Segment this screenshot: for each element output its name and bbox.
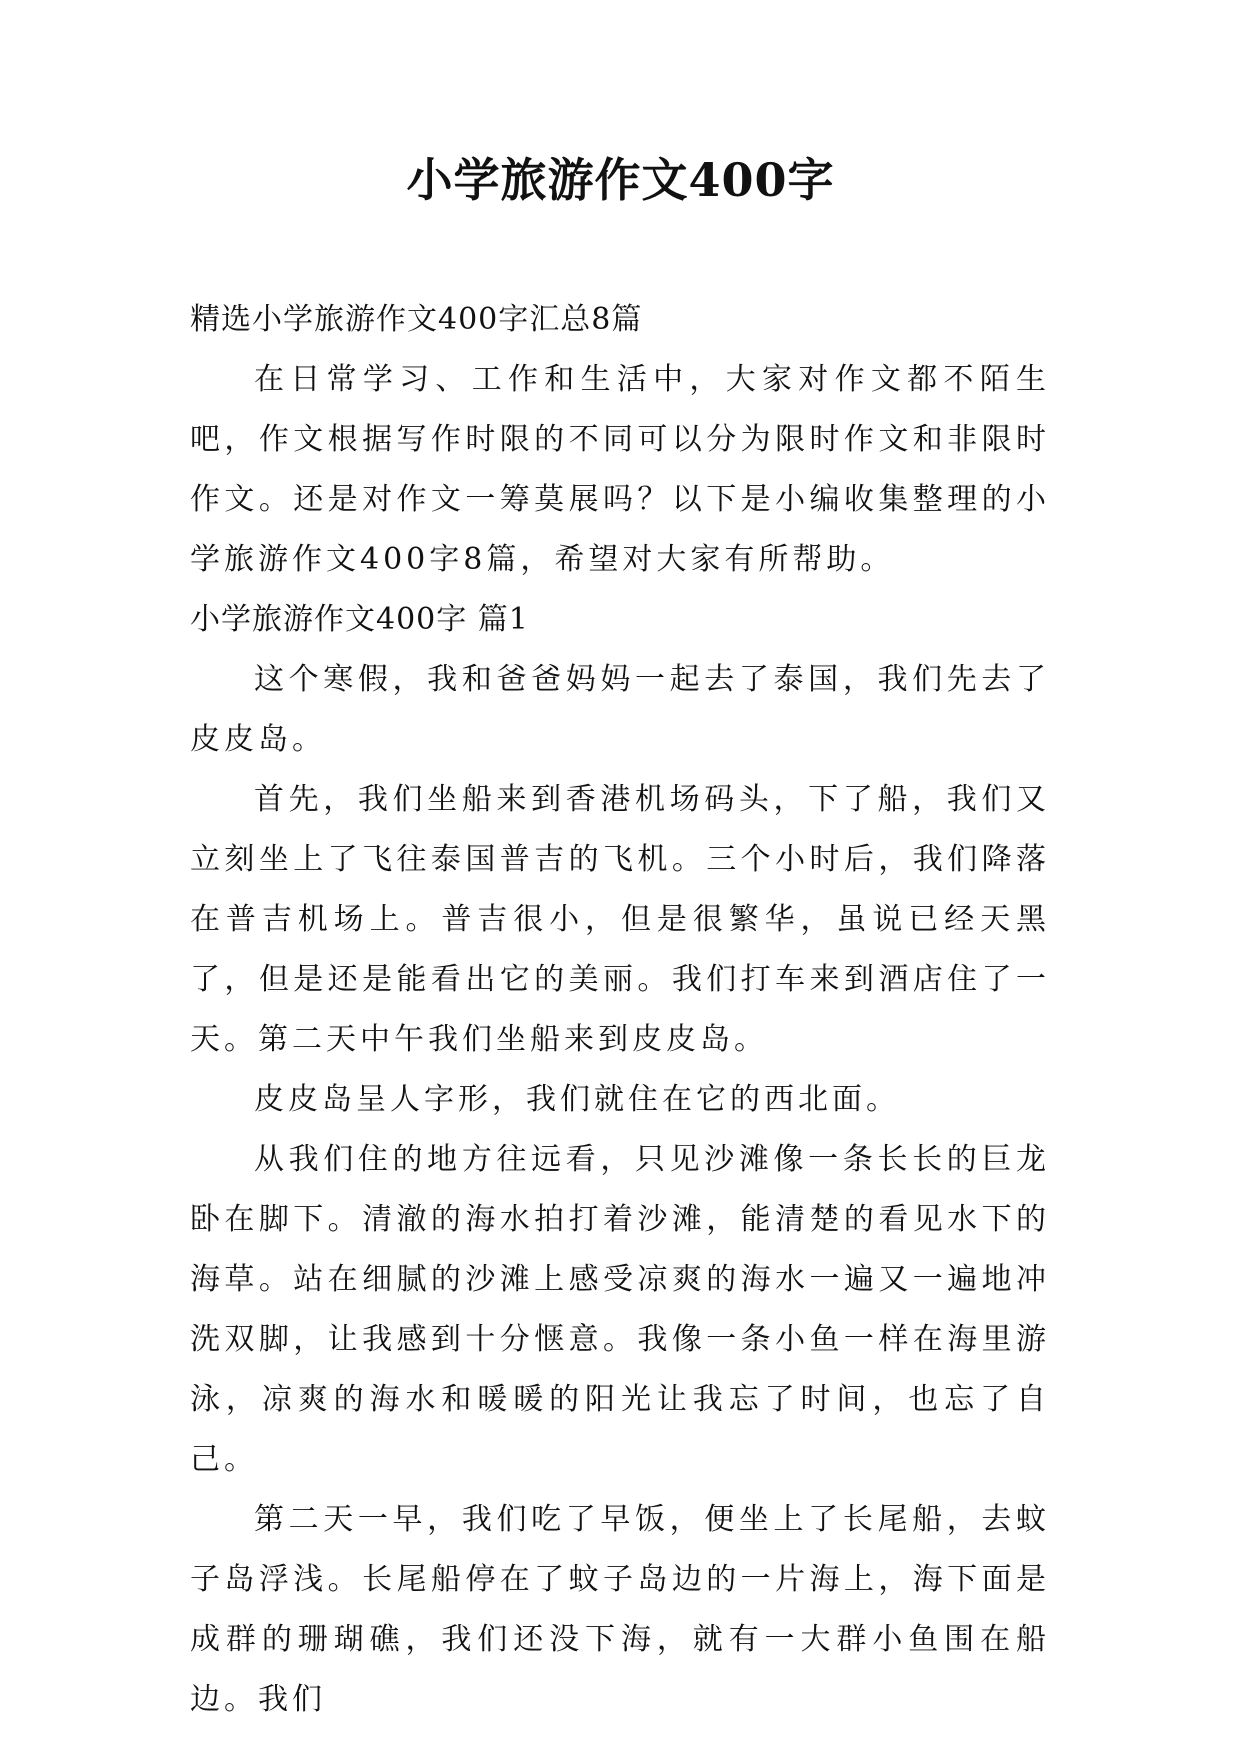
body-paragraph: 皮皮岛呈人字形，我们就住在它的西北面。 [254, 1082, 900, 1117]
body-paragraph: 第二天一早，我们吃了早饭，便坐上了长尾船，去蚊子岛浮浅。长尾船停在了蚊子岛边的一片海上，海下面是成群的珊瑚礁，我们还没下海，就有一大群小鱼围在船边。我们 [190, 1502, 1050, 1717]
document-subtitle: 精选小学旅游作文400字汇总8篇 [190, 302, 643, 337]
document-body [190, 290, 1050, 1730]
intro-paragraph: 在日常学习、工作和生活中，大家对作文都不陌生吧，作文根据写作时限的不同可以分为限时作文和非限时作文。还是对作文一筹莫展吗？以下是小编收集整理的小学旅游作文400字8篇，希望对大家有所帮助。 [190, 362, 1050, 577]
section-heading: 小学旅游作文400字 篇1 [190, 602, 529, 637]
body-paragraph: 从我们住的地方往远看，只见沙滩像一条长长的巨龙卧在脚下。清澈的海水拍打着沙滩，能清楚的看见水下的海草。站在细腻的沙滩上感受凉爽的海水一遍又一遍地冲洗双脚，让我感到十分惬意。我像一条小鱼一样在海里游泳，凉爽的海水和暖暖的阳光让我忘了时间，也忘了自己。 [190, 1142, 1050, 1477]
body-paragraph: 首先，我们坐船来到香港机场码头，下了船，我们又立刻坐上了飞往泰国普吉的飞机。三个小时后，我们降落在普吉机场上。普吉很小，但是很繁华，虽说已经天黑了，但是还是能看出它的美丽。我们打车来到酒店住了一天。第二天中午我们坐船来到皮皮岛。 [190, 782, 1050, 1057]
document-title: 小学旅游作文400字 [406, 153, 835, 207]
body-paragraph: 这个寒假，我和爸爸妈妈一起去了泰国，我们先去了皮皮岛。 [190, 662, 1050, 757]
